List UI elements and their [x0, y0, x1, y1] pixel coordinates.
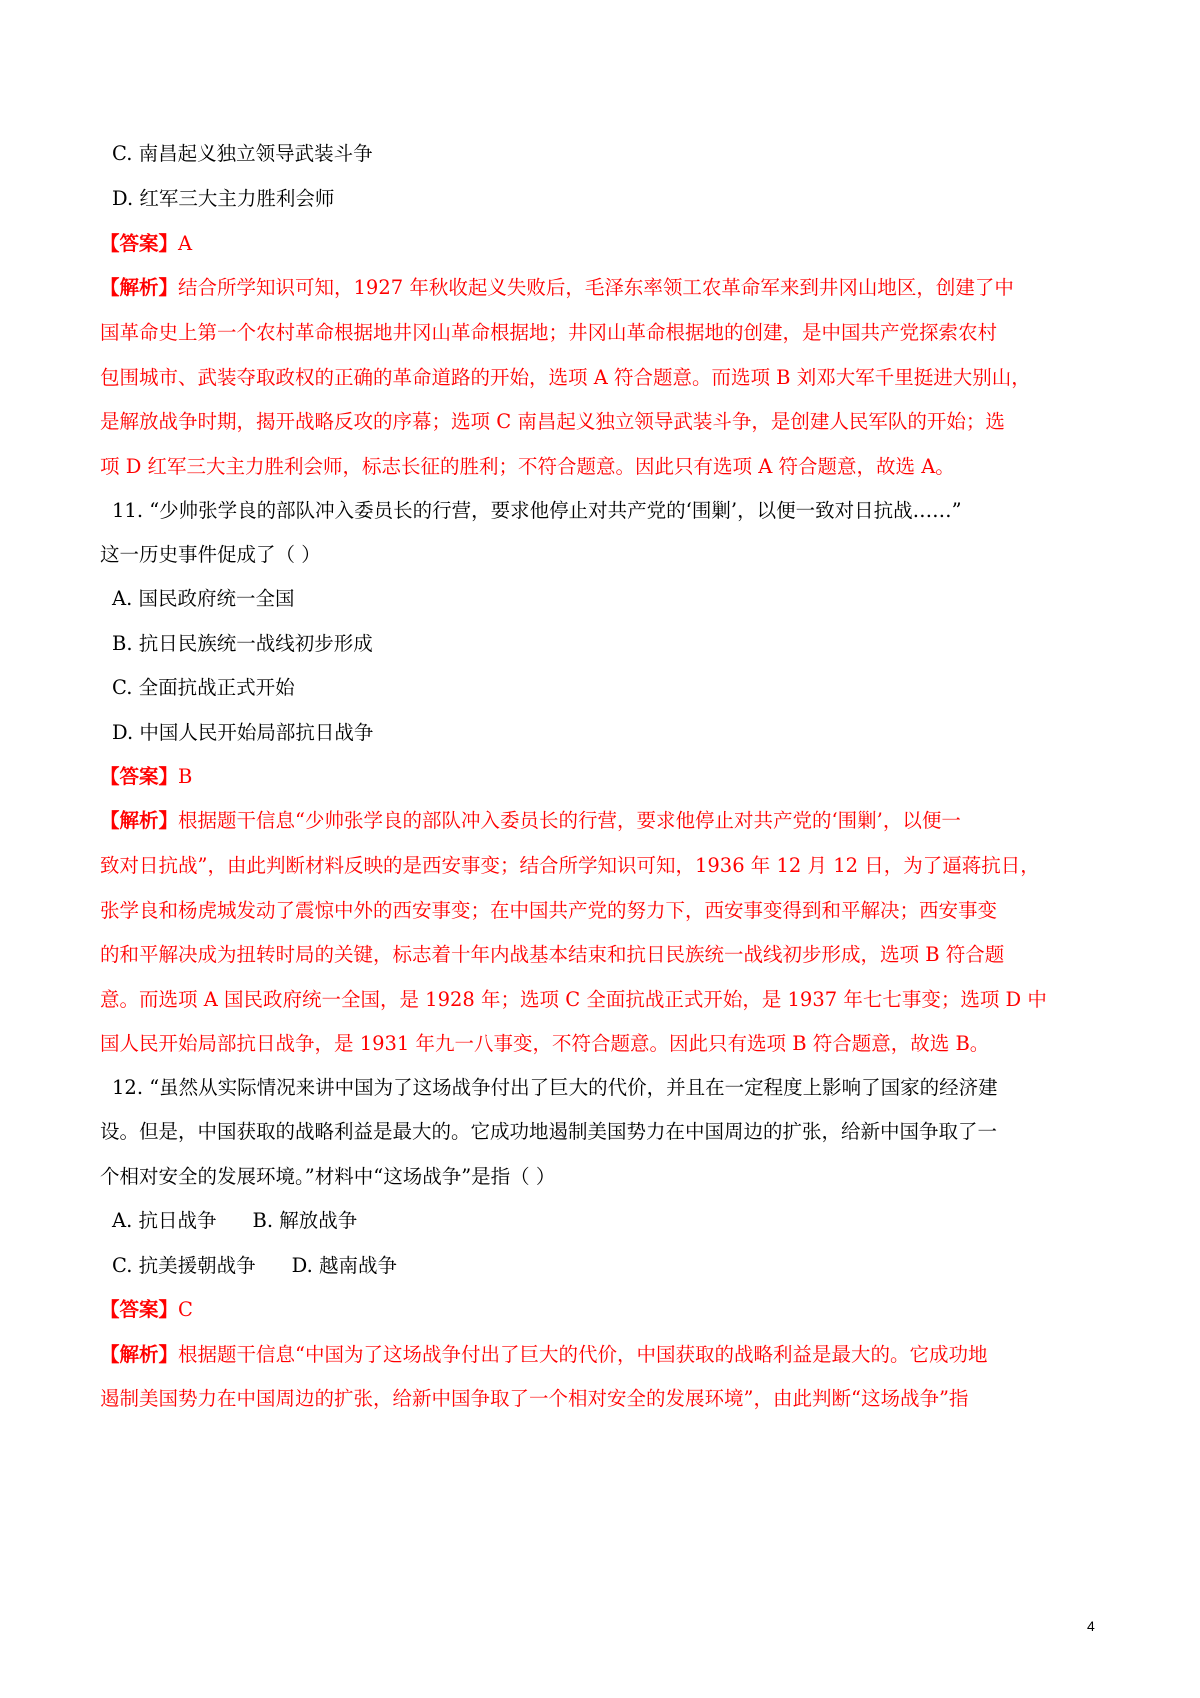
q12-option-a: A. 抗日战争	[112, 1209, 217, 1232]
q11-option-c: C. 全面抗战正式开始	[112, 676, 295, 699]
q10-option-c: C. 南昌起义独立领导武装斗争	[112, 142, 373, 165]
analysis-text: 结合所学知识可知，1927 年秋收起义失败后，毛泽东率领工农革命军来到井冈山地区，创建了中	[178, 276, 1014, 299]
q11-analysis-line-6: 国人民开始局部抗日战争，是 1931 年九一八事变，不符合题意。因此只有选项 B 符合题意，故选 B。	[100, 1032, 990, 1055]
q11-analysis-line-5: 意。而选项 A 国民政府统一全国，是 1928 年；选项 C 全面抗战正式开始，是 1937 年七七事变；选项 D 中	[100, 988, 1047, 1011]
q12-analysis-line-1	[100, 1340, 988, 1370]
q10-analysis-line-5: 项 D 红军三大主力胜利会师，标志长征的胜利；不符合题意。因此只有选项 A 符合题意，故选 A。	[100, 455, 955, 478]
q11-analysis-line-2: 致对日抗战”，由此判断材料反映的是西安事变；结合所学知识可知，1936 年 12 月 12 日，为了逼蒋抗日，	[100, 854, 1040, 877]
analysis-tag: 【解析】	[100, 276, 179, 299]
q11-answer	[100, 762, 192, 792]
q10-analysis-line-4: 是解放战争时期，揭开战略反攻的序幕；选项 C 南昌起义独立领导武装斗争，是创建人民军队的开始；选	[100, 410, 1005, 433]
answer-tag: 【答案】	[100, 1298, 179, 1321]
q12-analysis-line-2: 遏制美国势力在中国周边的扩张，给新中国争取了一个相对安全的发展环境”，由此判断“这场战争”指	[100, 1387, 969, 1410]
q11-option-b: B. 抗日民族统一战线初步形成	[112, 632, 373, 655]
q12-options-row-2	[112, 1251, 397, 1281]
q10-option-d: D. 红军三大主力胜利会师	[112, 187, 335, 210]
analysis-tag: 【解析】	[100, 809, 179, 832]
answer-tag: 【答案】	[100, 232, 179, 255]
q10-analysis-line-3: 包围城市、武装夺取政权的正确的革命道路的开始，选项 A 符合题意。而选项 B 刘邓大军千里挺进大别山，	[100, 366, 1031, 389]
answer-value: C	[178, 1298, 193, 1321]
page-number: 4	[1087, 1618, 1095, 1634]
q11-analysis-line-1	[100, 806, 961, 836]
analysis-tag: 【解析】	[100, 1343, 179, 1366]
q11-option-d: D. 中国人民开始局部抗日战争	[112, 721, 374, 744]
q11-stem-line-2: 这一历史事件促成了（ ）	[100, 543, 321, 566]
analysis-text: 根据题干信息“中国为了这场战争付出了巨大的代价，中国获取的战略利益是最大的。它成功地	[178, 1343, 988, 1366]
analysis-text: 根据题干信息“少帅张学良的部队冲入委员长的行营，要求他停止对共产党的‘围剿’，以便一	[178, 809, 961, 832]
q10-answer	[100, 229, 192, 259]
q11-option-a: A. 国民政府统一全国	[112, 587, 295, 610]
q12-stem-line-3: 个相对安全的发展环境。”材料中“这场战争”是指（ ）	[100, 1165, 556, 1188]
answer-value: B	[178, 765, 193, 788]
answer-value: A	[178, 232, 193, 255]
q12-option-c: C. 抗美援朝战争	[112, 1254, 256, 1277]
q12-option-b: B. 解放战争	[252, 1209, 358, 1232]
q12-options-row-1	[112, 1206, 357, 1236]
q11-analysis-line-4: 的和平解决成为扭转时局的关键，标志着十年内战基本结束和抗日民族统一战线初步形成，选项 B 符合题	[100, 943, 1005, 966]
answer-tag: 【答案】	[100, 765, 179, 788]
q12-option-d: D. 越南战争	[291, 1254, 397, 1277]
q12-stem-line-2: 设。但是，中国获取的战略利益是最大的。它成功地遏制美国势力在中国周边的扩张，给新中国争取了一	[100, 1120, 998, 1143]
q10-analysis-line-2: 国革命史上第一个农村革命根据地井冈山革命根据地；井冈山革命根据地的创建，是中国共产党探索农村	[100, 321, 998, 344]
q12-stem-line-1: 12. “虽然从实际情况来讲中国为了这场战争付出了巨大的代价，并且在一定程度上影响了国家的经济建	[112, 1076, 998, 1099]
q11-analysis-line-3: 张学良和杨虎城发动了震惊中外的西安事变；在中国共产党的努力下，西安事变得到和平解决；西安事变	[100, 899, 998, 922]
q10-analysis-line-1	[100, 273, 1014, 303]
q12-answer	[100, 1295, 193, 1325]
q11-stem-line-1: 11. “少帅张学良的部队冲入委员长的行营，要求他停止对共产党的‘围剿’，以便一致对日抗战……”	[112, 499, 962, 522]
